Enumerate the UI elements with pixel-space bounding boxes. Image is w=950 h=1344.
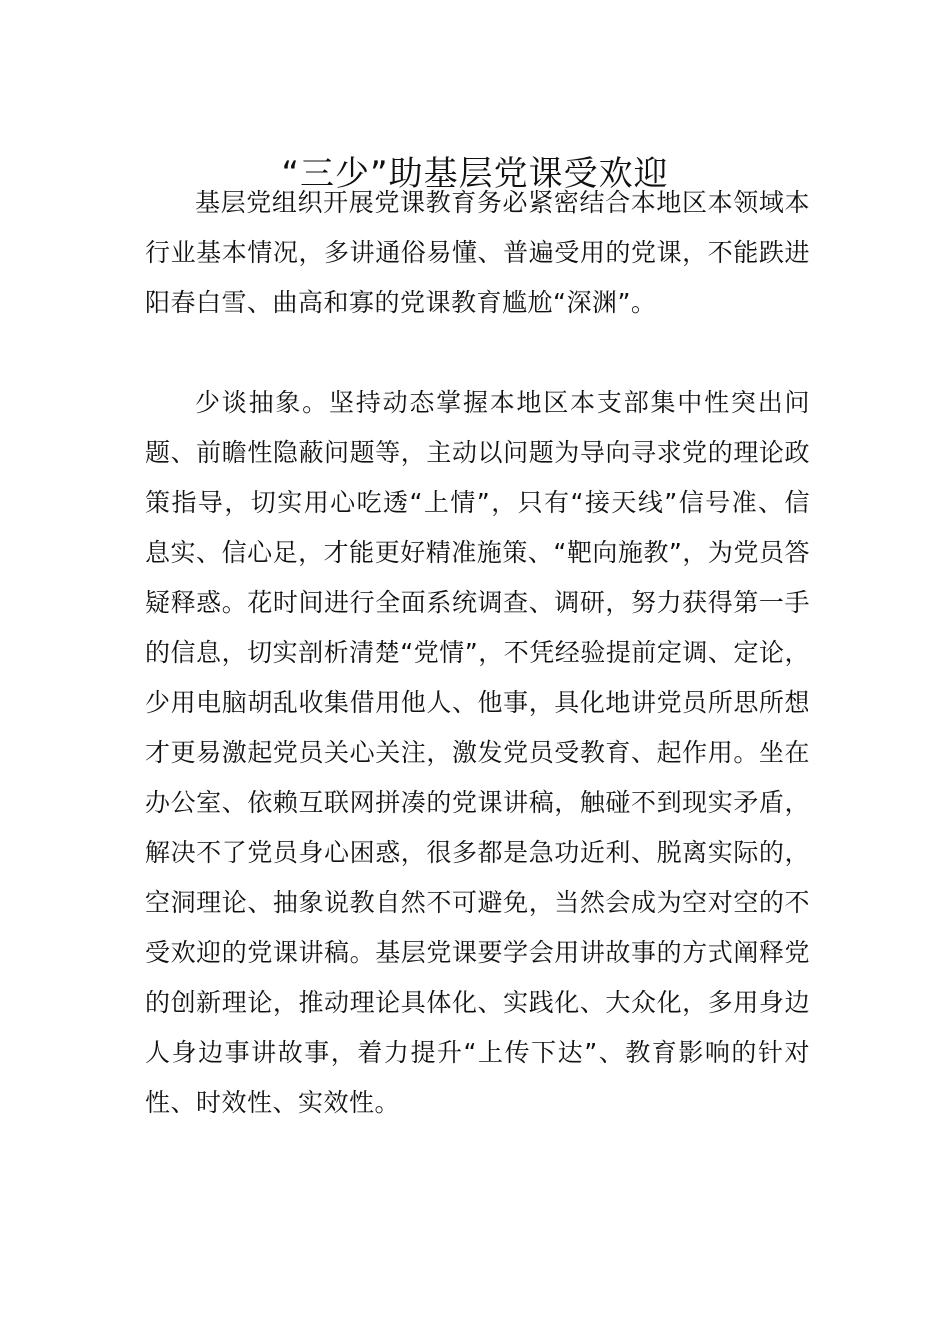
- document-title: “三少”助基层党课受欢迎: [281, 153, 669, 194]
- body-paragraph: 少谈抽象。坚持动态掌握本地区本支部集中性突出问题、前瞻性隐蔽问题等，主动以问题为导向寻求党的理论政策指导，切实用心吃透“上情”，只有“接天线”信号准、信息实、信心足，才能更好精准施策、“靶向施教”，为党员答疑释惑。花时间进行全面系统调查、调研，努力获得第一手的信息，切实剖析清楚“党情”，不凭经验提前定调、定论，少用电脑胡乱收集借用他人、他事，具化地讲党员所思所想才更易激起党员关心关注，激发党员受教育、起作用。坐在办公室、依赖互联网拼凑的党课讲稿，触碰不到现实矛盾，解决不了党员身心困惑，很多都是急功近利、脱离实际的，空洞理论、抽象说教自然不可避免，当然会成为空对空的不受欢迎的党课讲稿。基层党课要学会用讲故事的方式阐释党的创新理论，推动理论具体化、实践化、大众化，多用身边人身边事讲故事，着力提升“上传下达”、教育影响的针对性、时效性、实效性。: [145, 388, 810, 1117]
- intro-paragraph: 基层党组织开展党课教育务必紧密结合本地区本领域本行业基本情况，多讲通俗易懂、普遍受用的党课，不能跌进阳春白雪、曲高和寡的党课教育尴尬“深渊”。: [145, 188, 810, 317]
